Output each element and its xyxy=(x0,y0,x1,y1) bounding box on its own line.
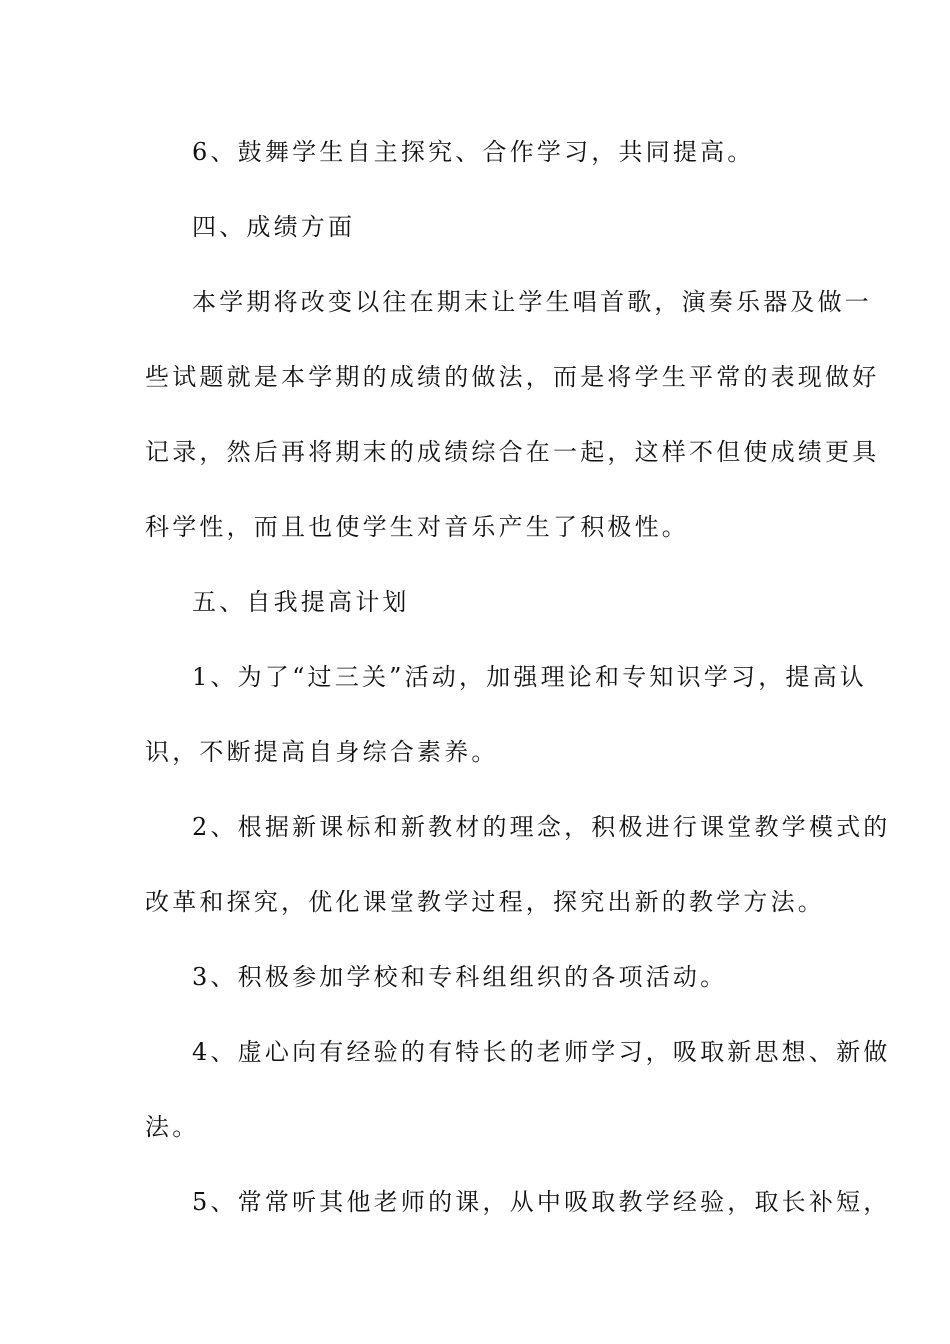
paragraph-line: 改革和探究，优化课堂教学过程，探究出新的教学方法。 xyxy=(145,888,825,916)
paragraph-line: 识，不断提高自身综合素养。 xyxy=(145,738,499,766)
paragraph-line: 2、根据新课标和新教材的理念，积极进行课堂教学模式的 xyxy=(192,813,891,841)
paragraph-line: 5、常常听其他老师的课，从中吸取教学经验，取长补短， xyxy=(192,1188,891,1216)
paragraph-line: 些试题就是本学期的成绩的做法，而是将学生平常的表现做好 xyxy=(145,363,880,391)
paragraph-line: 本学期将改变以往在期末让学生唱首歌，演奏乐器及做一 xyxy=(192,288,872,316)
paragraph-line: 科学性，而且也使学生对音乐产生了积极性。 xyxy=(145,513,689,541)
section-heading: 四、成绩方面 xyxy=(192,213,356,241)
paragraph-line: 1、为了“过三关”活动，加强理论和专知识学习，提高认 xyxy=(192,663,868,691)
paragraph-line: 6、鼓舞学生自主探究、合作学习，共同提高。 xyxy=(192,138,755,166)
paragraph-line: 法。 xyxy=(145,1113,200,1141)
paragraph-line: 4、虚心向有经验的有特长的老师学习，吸取新思想、新做 xyxy=(192,1038,891,1066)
paragraph-line: 3、积极参加学校和专科组组织的各项活动。 xyxy=(192,963,728,991)
section-heading: 五、自我提高计划 xyxy=(192,588,410,616)
paragraph-line: 记录，然后再将期末的成绩综合在一起，这样不但使成绩更具 xyxy=(145,438,880,466)
